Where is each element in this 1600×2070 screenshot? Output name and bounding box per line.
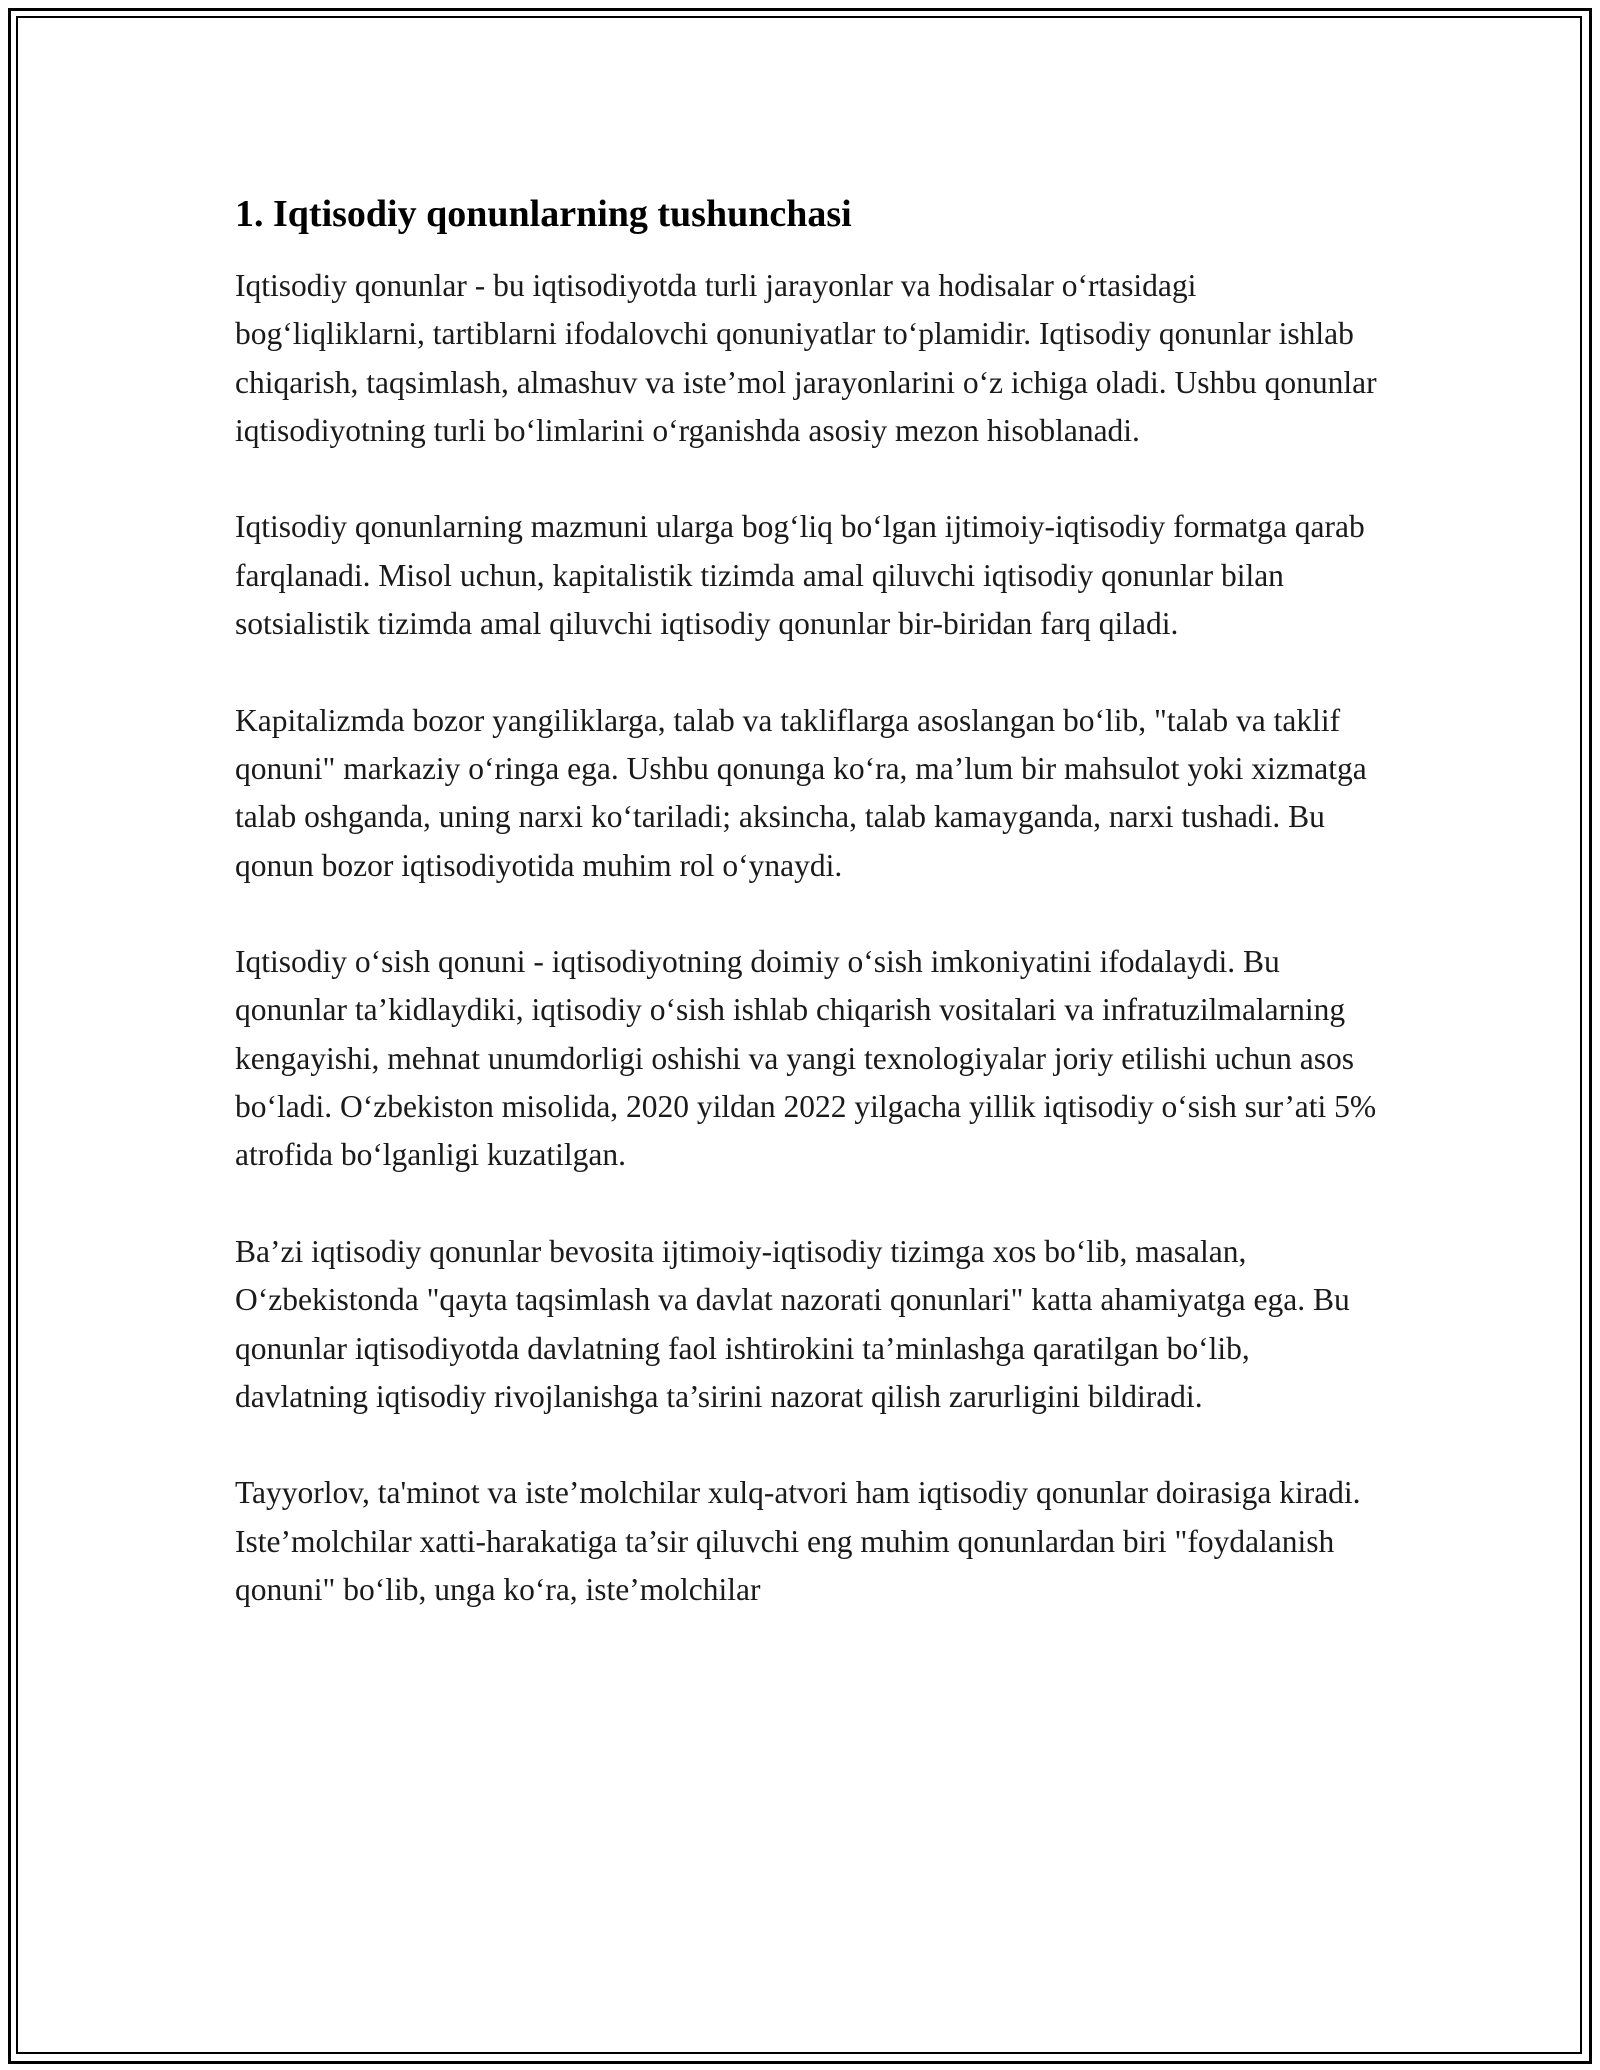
paragraph-consumer-behavior: Tayyorlov, ta'minot va iste’molchilar xulq-atvori ham iqtisodiy qonunlar doirasiga kiradi. Iste’molchilar xatti-harakatiga ta’sir qiluvchi eng muhim qonunlardan biri "foydalanish qonuni" bo‘lib, unga ko‘ra, iste’molchilar <box>235 1475 1361 1608</box>
document-body <box>235 188 1385 1663</box>
paragraph-content-differences: Iqtisodiy qonunlarning mazmuni ularga bog‘liq bo‘lgan ijtimoiy-iqtisodiy formatga qarab farqlanadi. Misol uchun, kapitalistik tizimda amal qiluvchi iqtisodiy qonunlar bilan sotsialistik tizimda amal qiluvchi iqtisodiy qonunlar bir-biridan farq qiladi. <box>235 509 1365 642</box>
paragraph-supply-demand: Kapitalizmda bozor yangiliklarga, talab va takliflarga asoslangan bo‘lib, "talab va taklif qonuni" markaziy o‘ringa ega. Ushbu qonunga ko‘ra, ma’lum bir mahsulot yoki xizmatga talab oshganda, uning narxi ko‘tariladi; aksincha, talab kamayganda, narxi tushadi. Bu qonun bozor iqtisodiyotida muhim rol o‘ynaydi. <box>235 702 1367 883</box>
paragraph-economic-growth: Iqtisodiy o‘sish qonuni - iqtisodiyotning doimiy o‘sish imkoniyatini ifodalaydi. Bu qonunlar ta’kidlaydiki, iqtisodiy o‘sish ishlab chiqarish vositalari va infratuzilmalarning kengayishi, mehnat unumdorligi oshishi va yangi texnologiyalar joriy etilishi uchun asos bo‘ladi. O‘zbekiston misolida, 2020 yildan 2022 yilgacha yillik iqtisodiy o‘sish sur’ati 5% atrofida bo‘lganligi kuzatilgan. <box>235 944 1377 1173</box>
paragraph-state-regulation: Ba’zi iqtisodiy qonunlar bevosita ijtimoiy-iqtisodiy tizimga xos bo‘lib, masalan, O‘zbekistonda "qayta taqsimlash va davlat nazorati qonunlari" katta ahamiyatga ega. Bu qonunlar iqtisodiyotda davlatning faol ishtirokini ta’minlashga qaratilgan bo‘lib, davlatning iqtisodiy rivojlanishga ta’sirini nazorat qilish zarurligini bildiradi. <box>235 1233 1350 1414</box>
section-heading: 1. Iqtisodiy qonunlarning tushunchasi <box>235 193 852 235</box>
paragraph-definition: Iqtisodiy qonunlar - bu iqtisodiyotda turli jarayonlar va hodisalar o‘rtasidagi bog‘liqliklarni, tartiblarni ifodalovchi qonuniyatlar to‘plamidir. Iqtisodiy qonunlar ishlab chiqarish, taqsimlash, almashuv va iste’mol jarayonlarini o‘z ichiga oladi. Ushbu qonunlar iqtisodiyotning turli bo‘limlarini o‘rganishda asosiy mezon hisoblanadi. <box>235 268 1377 448</box>
